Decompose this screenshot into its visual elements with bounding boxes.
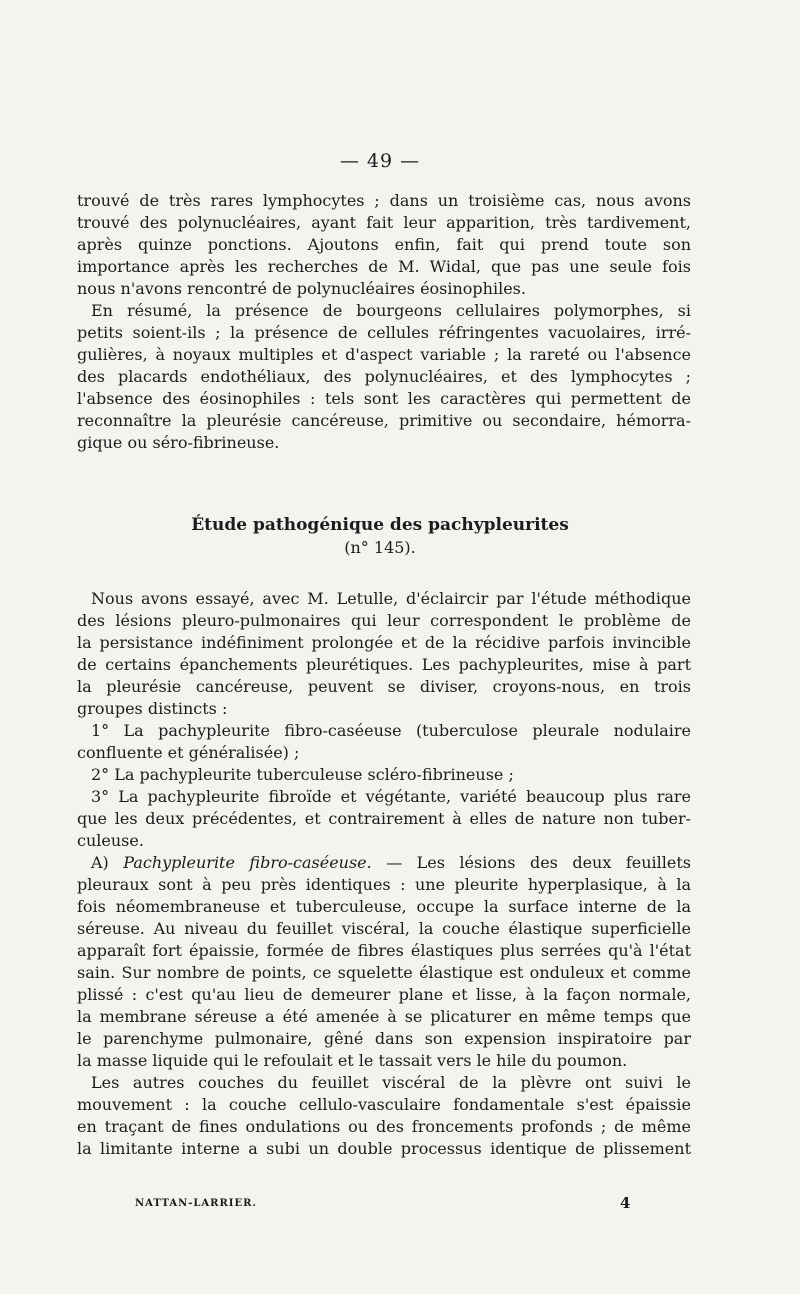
text-line: En résumé, la présence de bourgeons cellulaires polymorphes, si	[91, 301, 691, 320]
list-item: 3° La pachypleurite fibroïde et végétante, variété beaucoup plus rare	[91, 787, 691, 806]
text-line: la limitante interne a subi un double processus identique de plissement	[77, 1139, 691, 1158]
page-number: — 49 —	[339, 150, 421, 172]
footer-signature: 4	[620, 1194, 631, 1212]
text-line: gulières, à noyaux multiples et d'aspect variable ; la rareté ou l'absence	[77, 345, 691, 364]
text-line: séreuse. Au niveau du feuillet viscéral, la couche élastique superficielle	[77, 919, 691, 938]
footer-author: NATTAN-LARRIER.	[135, 1198, 257, 1209]
list-item: culeuse.	[77, 831, 144, 850]
subsection-label: A)	[91, 853, 109, 872]
text-line: mouvement : la couche cellulo-vasculaire fondamentale s'est épaissie	[77, 1095, 691, 1114]
list-item: que les deux précédentes, et contrairement à elles de nature non tuber-	[77, 809, 691, 828]
text-line: l'absence des éosinophiles : tels sont les caractères qui permettent de	[77, 389, 691, 408]
text-line: nous n'avons rencontré de polynucléaires éosinophiles.	[77, 279, 526, 298]
list-item: 2° La pachypleurite tuberculeuse scléro-fibrineuse ;	[91, 765, 514, 784]
text-line: la membrane séreuse a été amenée à se plicaturer en même temps que	[77, 1007, 691, 1026]
text-line: importance après les recherches de M. Widal, que pas une seule fois	[77, 257, 691, 276]
text-line: de certains épanchements pleurétiques. Les pachypleurites, mise à part	[77, 655, 691, 674]
text-line: pleuraux sont à peu près identiques : une pleurite hyperplasique, à la	[77, 875, 691, 894]
text-line: le parenchyme pulmonaire, gêné dans son expension inspiratoire par	[77, 1029, 691, 1048]
text-line: la persistance indéfiniment prolongée et de la récidive parfois invincible	[77, 633, 691, 652]
text-line: des placards endothéliaux, des polynucléaires, et des lymphocytes ;	[77, 367, 691, 386]
intro-paragraph	[77, 190, 691, 454]
text-line: plissé : c'est qu'au lieu de demeurer plane et lisse, à la façon normale,	[77, 985, 691, 1004]
text-line: apparaît fort épaissie, formée de fibres élastiques plus serrées qu'à l'état	[77, 941, 691, 960]
text-line: reconnaître la pleurésie cancéreuse, primitive ou secondaire, hémorra-	[77, 411, 691, 430]
subsection-title: Pachypleurite fibro-caséeuse.	[123, 853, 372, 872]
section-heading	[0, 513, 760, 559]
text-line: trouvé des polynucléaires, ayant fait leur apparition, très tardivement,	[77, 213, 691, 232]
text-line: la masse liquide qui le refoulait et le tassait vers le hile du poumon.	[77, 1051, 628, 1070]
text-line: Nous avons essayé, avec M. Letulle, d'éclaircir par l'étude méthodique	[91, 589, 691, 608]
text-line: sain. Sur nombre de points, ce squelette élastique est onduleux et comme	[77, 963, 691, 982]
text-line: gique ou séro-fibrineuse.	[77, 433, 280, 452]
section-reference: (n° 145).	[344, 538, 416, 557]
text-line: fois néomembraneuse et tuberculeuse, occupe la surface interne de la	[77, 897, 691, 916]
text-line: après quinze ponctions. Ajoutons enfin, fait qui prend toute son	[77, 235, 691, 254]
text-line: petits soient-ils ; la présence de cellules réfringentes vacuolaires, irré-	[77, 323, 691, 342]
study-section	[77, 588, 691, 1160]
subsection-first-line	[77, 852, 691, 874]
list-item: 1° La pachypleurite fibro-caséeuse (tuberculose pleurale nodulaire	[91, 721, 691, 740]
text-line: groupes distincts :	[77, 699, 228, 718]
list-item: confluente et généralisée) ;	[77, 743, 300, 762]
text-line: des lésions pleuro-pulmonaires qui leur correspondent le problème de	[77, 611, 691, 630]
subsection-lead: — Les lésions des deux feuillets	[386, 853, 691, 872]
text-line: en traçant de fines ondulations ou des froncements profonds ; de même	[77, 1117, 691, 1136]
text-line: la pleurésie cancéreuse, peuvent se diviser, croyons-nous, en trois	[77, 677, 691, 696]
text-line: trouvé de très rares lymphocytes ; dans un troisième cas, nous avons	[77, 191, 691, 210]
text-line: Les autres couches du feuillet viscéral de la plèvre ont suivi le	[91, 1073, 691, 1092]
section-title: Étude pathogénique des pachypleurites	[191, 515, 569, 535]
